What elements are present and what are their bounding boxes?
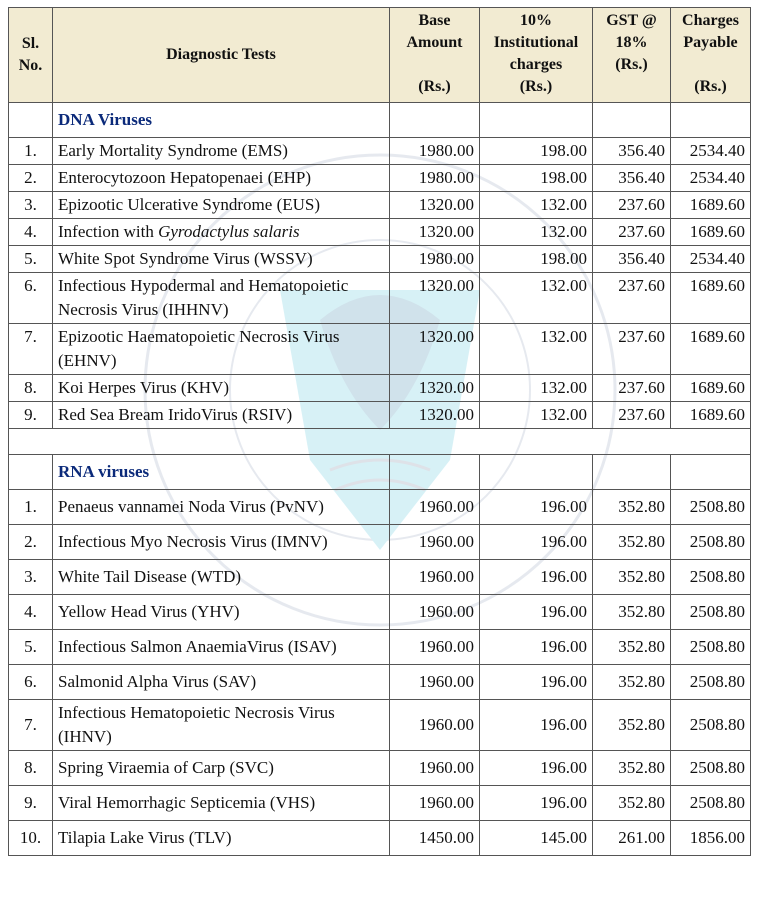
institutional-charges-cell: 132.00 [480, 273, 593, 324]
charges-payable-cell: 2534.40 [671, 138, 751, 165]
institutional-charges-cell: 132.00 [480, 402, 593, 429]
header-gst-unit: (Rs.) [615, 56, 648, 73]
serial-number-cell: 5. [9, 246, 53, 273]
institutional-charges-cell: 196.00 [480, 630, 593, 665]
gst-cell: 356.40 [593, 246, 671, 273]
serial-number-cell: 8. [9, 375, 53, 402]
base-amount-cell: 1960.00 [390, 700, 480, 751]
base-amount-cell: 1450.00 [390, 821, 480, 856]
test-name-text: Enterocytozoon Hepatopenaei (EHP) [58, 168, 312, 187]
base-amount-cell: 1320.00 [390, 375, 480, 402]
header-diagnostic-tests: Diagnostic Tests [53, 8, 390, 103]
table-row [9, 192, 751, 219]
test-name-cell [53, 165, 390, 192]
test-name-cell [53, 324, 390, 375]
table-row [9, 375, 751, 402]
test-name-cell [53, 490, 390, 525]
charges-payable-cell: 1689.60 [671, 324, 751, 375]
test-name-text: Infectious Hematopoietic Necrosis Virus (IHNV) [58, 703, 335, 746]
header-sl-no: Sl. No. [9, 8, 53, 103]
test-name-cell [53, 246, 390, 273]
institutional-charges-cell: 198.00 [480, 165, 593, 192]
header-base-amount-label: Base Amount [406, 12, 463, 51]
gst-cell: 237.60 [593, 402, 671, 429]
gst-cell: 352.80 [593, 751, 671, 786]
base-amount-cell: 1960.00 [390, 595, 480, 630]
test-name-text: Infectious Myo Necrosis Virus (IMNV) [58, 532, 328, 551]
institutional-charges-cell: 198.00 [480, 246, 593, 273]
header-gst-label: GST @ 18% [606, 12, 657, 51]
base-amount-cell: 1320.00 [390, 273, 480, 324]
serial-number-cell: 6. [9, 273, 53, 324]
section-title-rna: RNA viruses [53, 455, 390, 490]
gst-cell: 237.60 [593, 375, 671, 402]
table-row [9, 490, 751, 525]
test-name-text: Epizootic Ulcerative Syndrome (EUS) [58, 195, 321, 214]
gst-cell: 352.80 [593, 700, 671, 751]
gst-cell: 261.00 [593, 821, 671, 856]
charges-payable-cell: 2508.80 [671, 665, 751, 700]
charges-payable-cell: 2534.40 [671, 246, 751, 273]
charges-payable-cell: 2508.80 [671, 525, 751, 560]
institutional-charges-cell: 196.00 [480, 751, 593, 786]
table-row [9, 402, 751, 429]
test-name-text: Red Sea Bream IridoVirus (RSIV) [58, 405, 293, 424]
gst-cell: 237.60 [593, 273, 671, 324]
test-name-cell [53, 751, 390, 786]
table-row [9, 138, 751, 165]
section-cell-empty [593, 455, 671, 490]
table-row [9, 560, 751, 595]
test-name-text: White Spot Syndrome Virus (WSSV) [58, 249, 313, 268]
gst-cell: 352.80 [593, 490, 671, 525]
spacer-row [9, 429, 751, 455]
test-name-text: Viral Hemorrhagic Septicemia (VHS) [58, 793, 316, 812]
header-charges-payable-unit: (Rs.) [694, 78, 727, 95]
charges-payable-cell: 1689.60 [671, 375, 751, 402]
base-amount-cell: 1320.00 [390, 192, 480, 219]
charges-payable-cell: 2508.80 [671, 700, 751, 751]
institutional-charges-cell: 196.00 [480, 595, 593, 630]
serial-number-cell: 9. [9, 402, 53, 429]
serial-number-cell: 6. [9, 665, 53, 700]
test-name-cell [53, 192, 390, 219]
header-charges-payable-label: Charges Payable [682, 12, 739, 51]
section-cell-empty [593, 103, 671, 138]
gst-cell: 352.80 [593, 665, 671, 700]
serial-number-cell: 9. [9, 786, 53, 821]
charges-payable-cell: 2508.80 [671, 630, 751, 665]
table-row [9, 630, 751, 665]
serial-number-cell: 4. [9, 219, 53, 246]
charges-table-wrapper [8, 7, 750, 856]
test-name-cell [53, 402, 390, 429]
table-row [9, 786, 751, 821]
serial-number-cell: 2. [9, 165, 53, 192]
table-row [9, 821, 751, 856]
serial-number-cell: 1. [9, 490, 53, 525]
gst-cell: 237.60 [593, 192, 671, 219]
header-base-amount [390, 8, 480, 103]
charges-payable-cell: 1856.00 [671, 821, 751, 856]
institutional-charges-cell: 196.00 [480, 525, 593, 560]
base-amount-cell: 1960.00 [390, 525, 480, 560]
test-name-text: Infection with [58, 222, 159, 241]
institutional-charges-cell: 196.00 [480, 700, 593, 751]
base-amount-cell: 1960.00 [390, 751, 480, 786]
header-base-amount-unit: (Rs.) [418, 78, 451, 95]
test-name-italic: Gyrodactylus salaris [158, 222, 300, 241]
table-body [9, 103, 751, 856]
base-amount-cell: 1980.00 [390, 138, 480, 165]
serial-number-cell: 4. [9, 595, 53, 630]
table-row [9, 595, 751, 630]
serial-number-cell: 1. [9, 138, 53, 165]
table-row [9, 246, 751, 273]
test-name-text: Infectious Hypodermal and Hematopoietic Necrosis Virus (IHHNV) [58, 276, 349, 319]
test-name-text: Penaeus vannamei Noda Virus (PvNV) [58, 497, 324, 516]
test-name-text: Epizootic Haematopoietic Necrosis Virus (EHNV) [58, 327, 340, 370]
serial-number-cell: 8. [9, 751, 53, 786]
section-cell-empty [390, 455, 480, 490]
base-amount-cell: 1960.00 [390, 560, 480, 595]
gst-cell: 237.60 [593, 324, 671, 375]
section-row-dna [9, 103, 751, 138]
test-name-text: Early Mortality Syndrome (EMS) [58, 141, 288, 160]
gst-cell: 352.80 [593, 630, 671, 665]
gst-cell: 356.40 [593, 165, 671, 192]
section-cell-empty [9, 103, 53, 138]
institutional-charges-cell: 196.00 [480, 786, 593, 821]
charges-payable-cell: 2508.80 [671, 595, 751, 630]
diagnostic-charges-table [8, 7, 751, 856]
test-name-cell [53, 665, 390, 700]
test-name-cell [53, 375, 390, 402]
base-amount-cell: 1960.00 [390, 786, 480, 821]
header-row [9, 8, 751, 103]
serial-number-cell: 7. [9, 700, 53, 751]
charges-payable-cell: 1689.60 [671, 219, 751, 246]
test-name-text: Salmonid Alpha Virus (SAV) [58, 672, 257, 691]
section-cell-empty [9, 455, 53, 490]
gst-cell: 352.80 [593, 595, 671, 630]
institutional-charges-cell: 132.00 [480, 375, 593, 402]
institutional-charges-cell: 132.00 [480, 192, 593, 219]
test-name-text: Infectious Salmon AnaemiaVirus (ISAV) [58, 637, 337, 656]
institutional-charges-cell: 196.00 [480, 490, 593, 525]
serial-number-cell: 3. [9, 192, 53, 219]
test-name-cell [53, 630, 390, 665]
institutional-charges-cell: 196.00 [480, 665, 593, 700]
charges-payable-cell: 2508.80 [671, 786, 751, 821]
charges-payable-cell: 2508.80 [671, 560, 751, 595]
section-cell-empty [671, 455, 751, 490]
base-amount-cell: 1960.00 [390, 490, 480, 525]
header-institutional-charges-unit: (Rs.) [519, 78, 553, 95]
institutional-charges-cell: 132.00 [480, 324, 593, 375]
serial-number-cell: 10. [9, 821, 53, 856]
header-gst [593, 8, 671, 103]
charges-payable-cell: 1689.60 [671, 192, 751, 219]
serial-number-cell: 2. [9, 525, 53, 560]
serial-number-cell: 3. [9, 560, 53, 595]
section-cell-empty [671, 103, 751, 138]
table-row [9, 165, 751, 192]
charges-payable-cell: 2534.40 [671, 165, 751, 192]
test-name-text: Tilapia Lake Virus (TLV) [58, 828, 232, 847]
institutional-charges-cell: 145.00 [480, 821, 593, 856]
charges-payable-cell: 2508.80 [671, 751, 751, 786]
gst-cell: 352.80 [593, 786, 671, 821]
header-institutional-charges [480, 8, 593, 103]
gst-cell: 352.80 [593, 525, 671, 560]
test-name-cell [53, 525, 390, 560]
institutional-charges-cell: 196.00 [480, 560, 593, 595]
table-row [9, 273, 751, 324]
header-institutional-charges-label: 10% Institutional charges [493, 12, 579, 73]
section-cell-empty [480, 455, 593, 490]
table-row [9, 751, 751, 786]
table-row [9, 665, 751, 700]
section-title-dna: DNA Viruses [53, 103, 390, 138]
test-name-cell [53, 595, 390, 630]
test-name-cell [53, 786, 390, 821]
charges-payable-cell: 1689.60 [671, 273, 751, 324]
section-cell-empty [480, 103, 593, 138]
test-name-cell [53, 219, 390, 246]
charges-payable-cell: 2508.80 [671, 490, 751, 525]
spacer-cell [9, 429, 751, 455]
gst-cell: 356.40 [593, 138, 671, 165]
table-row [9, 324, 751, 375]
gst-cell: 237.60 [593, 219, 671, 246]
gst-cell: 352.80 [593, 560, 671, 595]
base-amount-cell: 1320.00 [390, 324, 480, 375]
institutional-charges-cell: 198.00 [480, 138, 593, 165]
serial-number-cell: 5. [9, 630, 53, 665]
table-row [9, 525, 751, 560]
base-amount-cell: 1320.00 [390, 402, 480, 429]
base-amount-cell: 1320.00 [390, 219, 480, 246]
section-cell-empty [390, 103, 480, 138]
section-row-rna [9, 455, 751, 490]
test-name-cell [53, 273, 390, 324]
test-name-text: Yellow Head Virus (YHV) [58, 602, 240, 621]
test-name-cell [53, 138, 390, 165]
test-name-cell [53, 560, 390, 595]
test-name-text: Koi Herpes Virus (KHV) [58, 378, 229, 397]
institutional-charges-cell: 132.00 [480, 219, 593, 246]
header-charges-payable [671, 8, 751, 103]
base-amount-cell: 1980.00 [390, 165, 480, 192]
test-name-cell [53, 700, 390, 751]
test-name-cell [53, 821, 390, 856]
table-row [9, 219, 751, 246]
charges-payable-cell: 1689.60 [671, 402, 751, 429]
table-row [9, 700, 751, 751]
test-name-text: Spring Viraemia of Carp (SVC) [58, 758, 274, 777]
serial-number-cell: 7. [9, 324, 53, 375]
base-amount-cell: 1960.00 [390, 630, 480, 665]
base-amount-cell: 1960.00 [390, 665, 480, 700]
base-amount-cell: 1980.00 [390, 246, 480, 273]
test-name-text: White Tail Disease (WTD) [58, 567, 242, 586]
